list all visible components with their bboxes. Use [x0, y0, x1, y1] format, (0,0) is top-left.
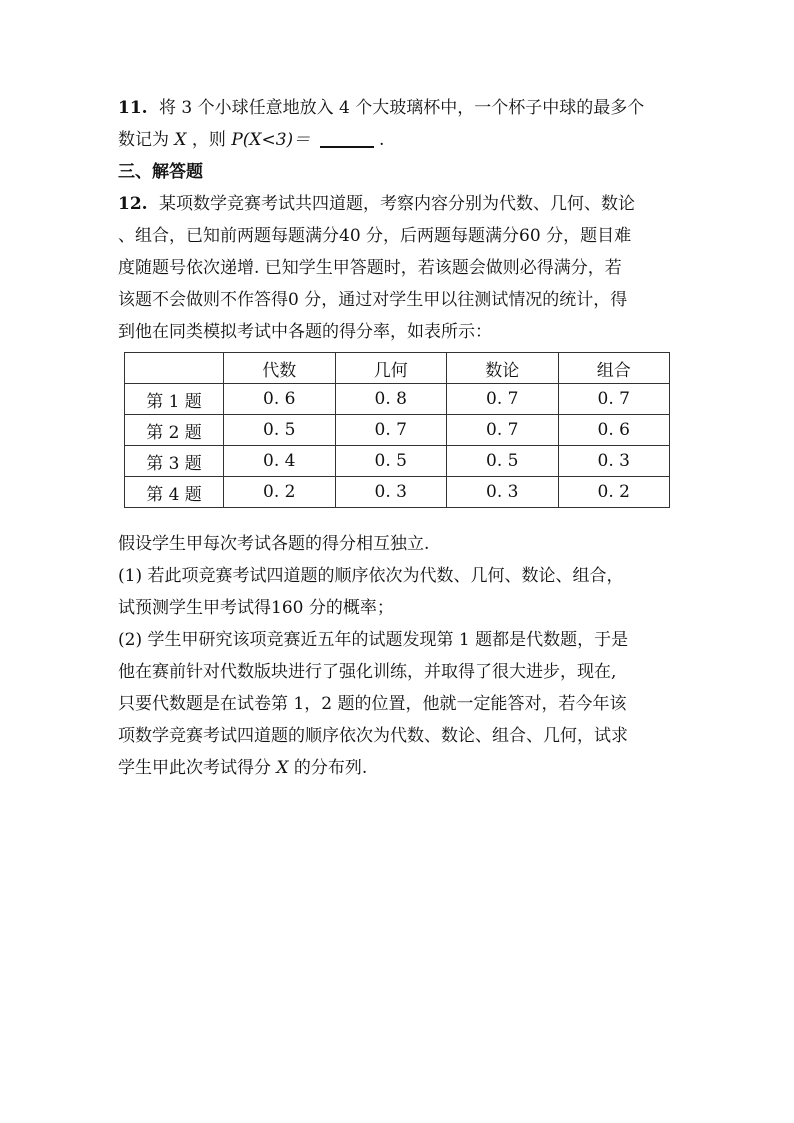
q11-text-2a: 数记为	[118, 130, 169, 150]
q12-part2-text-a: 学生甲此次考试得分	[118, 758, 271, 778]
table-row	[125, 477, 670, 508]
q12-line-4: 该题不会做则不作答得0 分，通过对学生甲以往测试情况的统计，得	[118, 290, 628, 310]
table-cell: 0. 5	[224, 415, 336, 446]
q11-line-1	[118, 92, 678, 124]
table-cell: 0. 7	[558, 384, 670, 415]
q12-part2-text-b: 的分布列.	[293, 758, 368, 778]
table-row	[125, 384, 670, 415]
table-corner-cell	[125, 353, 224, 384]
table-cell: 0. 3	[447, 477, 559, 508]
q12-assumption: 假设学生甲每次考试各题的得分相互独立.	[118, 534, 430, 554]
table-row	[125, 446, 670, 477]
q12-text-1: 某项数学竞赛考试共四道题，考察内容分别为代数、几何、数论	[158, 194, 635, 214]
table-cell: 0. 8	[335, 384, 447, 415]
table-cell: 0. 7	[447, 384, 559, 415]
table-row	[125, 415, 670, 446]
table-cell: 0. 6	[558, 415, 670, 446]
q12-variable-x: X	[276, 758, 289, 778]
q12-line-5: 到他在同类模拟考试中各题的得分率，如表所示：	[118, 322, 492, 342]
table-header-combinatorics: 组合	[558, 353, 670, 384]
table-cell: 0. 2	[558, 477, 670, 508]
q11-period: .	[379, 130, 385, 150]
score-rate-table	[124, 352, 670, 508]
q12-part1-line-1: (1) 若此项竞赛考试四道题的顺序依次为代数、几何、数论、组合，	[118, 566, 624, 586]
q12-part2-line-5	[118, 752, 678, 784]
table-row-label: 第 1 题	[125, 384, 224, 415]
section-title: 三、解答题	[118, 162, 203, 182]
q12-line-2: 、组合，已知前两题每题满分40 分，后两题每题满分60 分，题目难	[118, 226, 632, 246]
table-cell: 0. 5	[335, 446, 447, 477]
table-cell: 0. 7	[335, 415, 447, 446]
table-header-number-theory: 数论	[447, 353, 559, 384]
q11-number: 11.	[118, 98, 148, 118]
q11-line-2	[118, 124, 678, 156]
document-page	[118, 92, 678, 784]
table-cell: 0. 2	[224, 477, 336, 508]
q12-part2-line-4: 项数学竞赛考试四道题的顺序依次为代数、数论、组合、几何，试求	[118, 726, 628, 746]
q12-part2-line-2: 他在赛前针对代数版块进行了强化训练，并取得了很大进步，现在,	[118, 662, 617, 682]
q12-line-1	[118, 188, 678, 220]
q11-text-1: 将 3 个小球任意地放入 4 个大玻璃杯中，一个杯子中球的最多个	[158, 98, 645, 118]
table-cell: 0. 6	[224, 384, 336, 415]
table-cell: 0. 3	[335, 477, 447, 508]
q12-part2-line-1: (2) 学生甲研究该项竞赛近五年的试题发现第 1 题都是代数题，于是	[118, 630, 629, 650]
table-header-geometry: 几何	[335, 353, 447, 384]
q12-number: 12.	[118, 194, 148, 214]
q12-part1-line-2: 试预测学生甲考试得160 分的概率；	[118, 598, 394, 618]
q12-line-3: 度随题号依次递增. 已知学生甲答题时，若该题会做则必得满分，若	[118, 258, 622, 278]
table-row-label: 第 2 题	[125, 415, 224, 446]
table-cell: 0. 7	[447, 415, 559, 446]
table-row-label: 第 3 题	[125, 446, 224, 477]
q11-text-2b: ，则	[191, 130, 226, 150]
table-cell: 0. 4	[224, 446, 336, 477]
table-header-algebra: 代数	[224, 353, 336, 384]
answer-blank[interactable]	[320, 128, 374, 148]
table-cell: 0. 5	[447, 446, 559, 477]
q12-part2-line-3: 只要代数题是在试卷第 1，2 题的位置，他就一定能答对，若今年该	[118, 694, 627, 714]
q11-probability-expression: P(X<3)＝	[231, 130, 311, 150]
table-header-row	[125, 353, 670, 384]
q11-variable-x: X	[174, 130, 187, 150]
table-row-label: 第 4 题	[125, 477, 224, 508]
table-cell: 0. 3	[558, 446, 670, 477]
